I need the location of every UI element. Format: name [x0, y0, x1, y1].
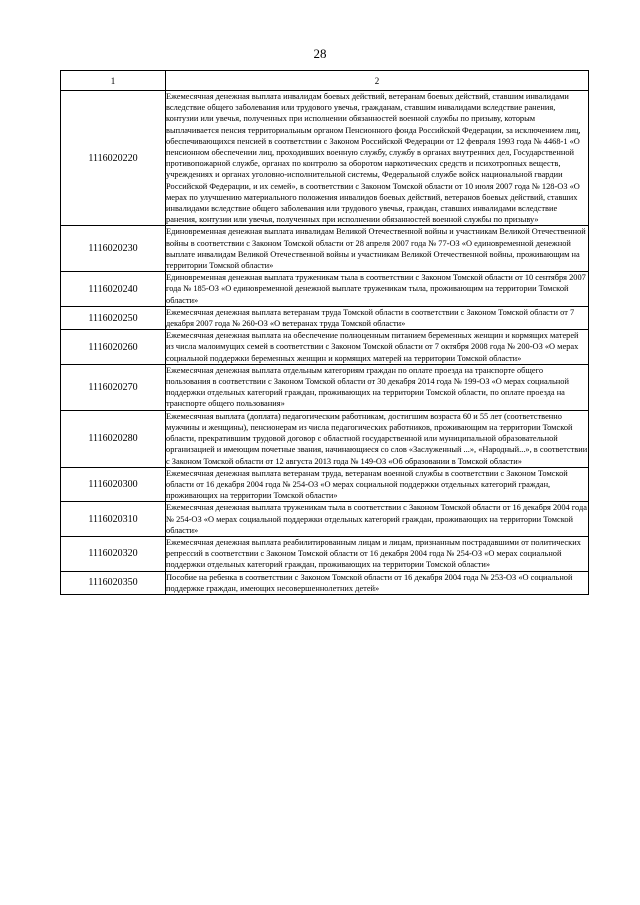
table-row	[61, 364, 589, 410]
row-code: 1116020270	[61, 364, 166, 410]
row-description: Ежемесячная денежная выплата на обеспечение полноценным питанием беременных женщин и кормящих матерей из числа малоимущих семей в соответствии с Законом Томской области от 7 октября 2008 года № 200-ОЗ «О мерах социальной поддержки беременных женщин и кормящих матерей на территории Томской области»	[166, 330, 589, 365]
column-header-1: 1	[61, 71, 166, 91]
row-code: 1116020280	[61, 410, 166, 467]
row-code: 1116020240	[61, 272, 166, 307]
row-code: 1116020220	[61, 91, 166, 226]
column-header-2: 2	[166, 71, 589, 91]
table-header-row	[61, 71, 589, 91]
row-description: Ежемесячная денежная выплата отдельным категориям граждан по оплате проезда на транспорте общего пользования в соответствии с Законом Томской области от 30 декабря 2014 года № 199-ОЗ «О мерах социальной поддержки отдельных категорий граждан, проживающих на территории Томской области, по оплате проезда на транспорте общего пользования»	[166, 364, 589, 410]
row-code: 1116020260	[61, 330, 166, 365]
page-number: 28	[313, 46, 327, 61]
table-row	[61, 330, 589, 365]
row-description: Единовременная денежная выплата инвалидам Великой Отечественной войны и участникам Великой Отечественной войны в соответствии с Законом Томской области от 28 апреля 2007 года № 77-ОЗ «О единовременной денежной выплате инвалидам Великой Отечественной войны и участникам Великой Отечественной войны, проживающим на территории Томской области»	[166, 226, 589, 272]
row-description: Ежемесячная денежная выплата ветеранам труда, ветеранам военной службы в соответствии с Законом Томской области от 16 декабря 2004 года № 254-ОЗ «О мерах социальной поддержки отдельных категорий граждан, проживающих на территории Томской области»	[166, 467, 589, 502]
row-description: Ежемесячная выплата (доплата) педагогическим работникам, достигшим возраста 60 и 55 лет (соответственно мужчины и женщины), пенсионерам из числа педагогических работников, проживающим на территории Томской области, прекратившим трудовой договор с областной государственной или муниципальной образовательной организацией и имеющим почетные звания, начинающиеся со слов «Заслуженный ...», «Народный...», в соответствии с Законом Томской области от 12 августа 2013 года № 149-ОЗ «Об образовании в Томской области»	[166, 411, 588, 466]
table-row	[61, 502, 589, 537]
row-description: Ежемесячная денежная выплата труженикам тыла в соответствии с Законом Томской области от 16 декабря 2004 года № 254-ОЗ «О мерах социальной поддержки отдельных категорий граждан, проживающих на территории Томской области»	[166, 503, 587, 535]
codes-table	[60, 70, 589, 595]
row-code: 1116020320	[61, 536, 166, 571]
table-row	[61, 571, 589, 594]
table-row	[61, 272, 589, 307]
row-description: Пособие на ребенка в соответствии с Законом Томской области от 16 декабря 2004 года № 253-ОЗ «О социальной поддержке граждан, имеющих несовершеннолетних детей»	[166, 571, 589, 594]
row-description: Ежемесячная денежная выплата инвалидам боевых действий, ветеранам боевых действий, ставшим инвалидами вследствие общего заболевания или трудового увечья, гражданам, ставшим инвалидами вследствие ранения, контузии или увечья, полученных при исполнении обязанностей военной службы по призыву, которым выплачивается пенсия территориальным органом Пенсионного фонда Российской Федерации, за исключением лиц, обеспечивающихся пенсией в соответствии с Законом Российской Федерации от 12 февраля 1993 года № 4468-1 «О пенсионном обеспечении лиц, проходивших военную службу, службу в органах внутренних дел, Государственной противопожарной службе, органах по контролю за оборотом наркотических средств и психотропных веществ, учреждениях и органах уголовно-исполнительной системы, Федеральной службе войск национальной гвардии Российской Федерации, и их семей», в соответствии с Законом Томской области от 10 июля 2007 года № 128-ОЗ «О мерах по улучшению материального положения инвалидов боевых действий, ветеранов боевых действий, ставших инвалидами вследствие общего заболевания или трудового увечья, граждан, ставших инвалидами вследствие ранения, контузии или увечья, полученных при исполнении обязанностей военной службы по призыву»	[166, 91, 589, 226]
table-row	[61, 306, 589, 329]
table-row	[61, 536, 589, 571]
row-code: 1116020300	[61, 467, 166, 502]
row-code: 1116020310	[61, 502, 166, 537]
table-row	[61, 410, 589, 467]
row-description: Ежемесячная денежная выплата реабилитированным лицам и лицам, признанным пострадавшими от политических репрессий в соответствии с Законом Томской области от 16 декабря 2004 года № 254-ОЗ «О мерах социальной поддержки отдельных категорий граждан, проживающих на территории Томской области»	[166, 536, 589, 571]
table-row	[61, 467, 589, 502]
table-row	[61, 91, 589, 226]
row-description: Единовременная денежная выплата труженикам тыла в соответствии с Законом Томской области от 10 сентября 2007 года № 185-ОЗ «О единовременной денежной выплате труженикам тыла, проживающим на территории Томской области»	[166, 272, 589, 307]
row-code: 1116020350	[61, 571, 166, 594]
row-code: 1116020230	[61, 226, 166, 272]
table-row	[61, 226, 589, 272]
row-description: Ежемесячная денежная выплата ветеранам труда Томской области в соответствии с Законом Томской области от 7 декабря 2007 года № 260-ОЗ «О ветеранах труда Томской области»	[166, 306, 589, 329]
row-code: 1116020250	[61, 306, 166, 329]
